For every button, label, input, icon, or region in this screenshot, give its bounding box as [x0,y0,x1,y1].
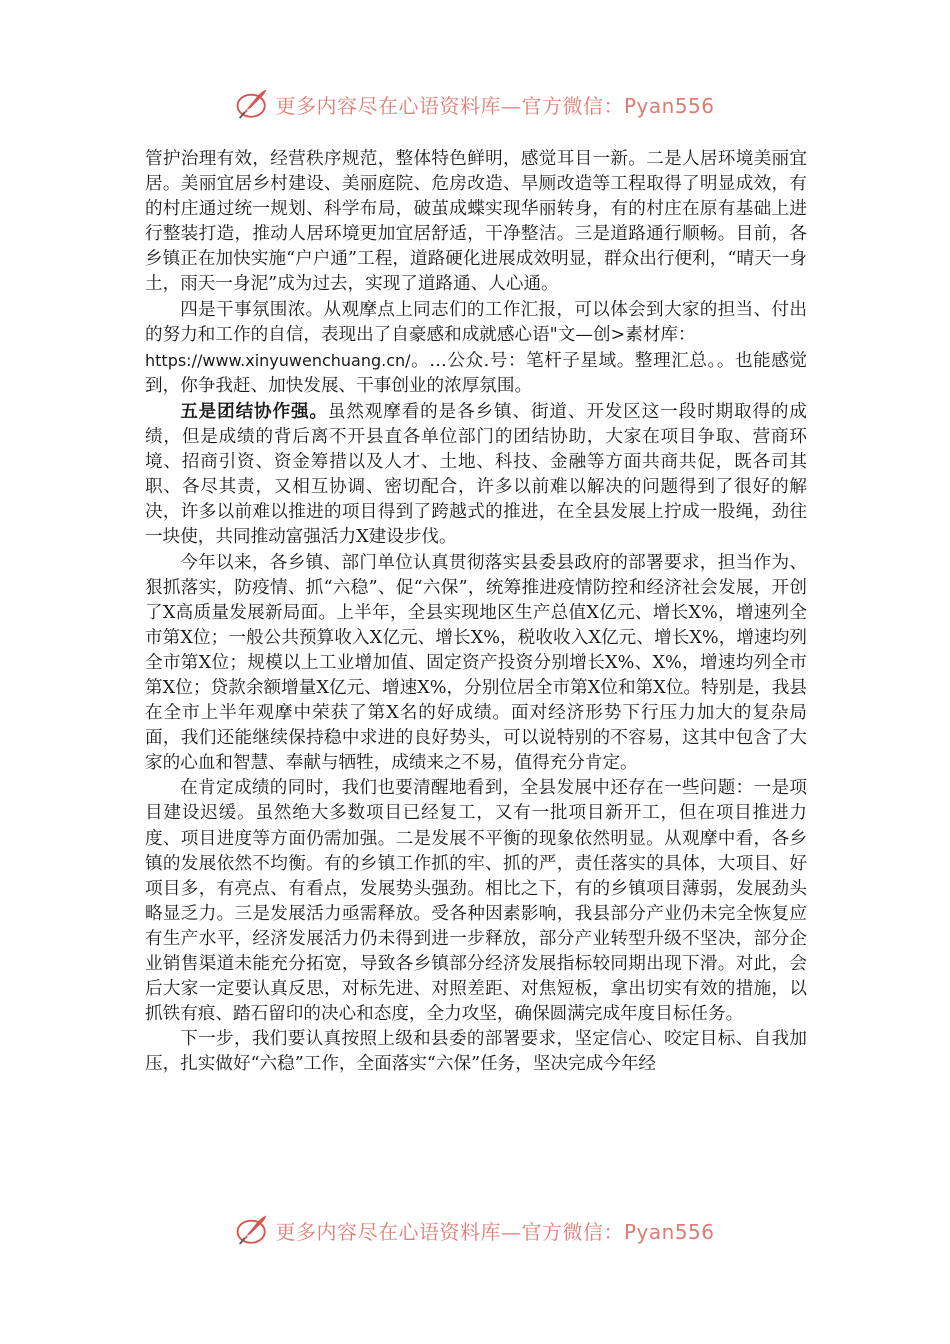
watermark-id: Pyan556 [623,1219,715,1244]
watermark-id: Pyan556 [623,93,715,118]
quill-pen-logo-icon [235,1213,269,1247]
header-watermark [0,84,950,124]
document-body [145,147,807,1077]
watermark-text: 更多内容尽在心语资料库—官方微信：Pyan556 [275,93,715,118]
paragraph-heading: 五是团结协作强。 [180,400,328,422]
footer-watermark [0,1210,950,1250]
watermark-text: 更多内容尽在心语资料库—官方微信：Pyan556 [275,1219,715,1244]
paragraph-2: 四是干事氛围浓。从观摩点上同志们的工作汇报，可以体会到大家的担当、付出的努力和工作的自信，表现出了自豪感和成就感心语"文—创>素材库： https://www.xinyuwenchuang.cn/。…公众.号：笔杆子星域。整理汇总。。也能感觉到，你争我赶、加快发展、干事创业的浓厚氛围。 [145,299,807,396]
quill-pen-logo-icon [235,87,269,121]
paragraph-1: 管护治理有效，经营秩序规范，整体特色鲜明，感觉耳目一新。二是人居环境美丽宜居。美丽宜居乡村建设、美丽庭院、危房改造、旱厕改造等工程取得了明显成效，有的村庄通过统一规划、科学布局，破茧成蝶实现华丽转身，有的村庄在原有基础上进行整装打造，推动人居环境更加宜居舒适，干净整洁。三是道路通行顺畅。目前，各乡镇正在加快实施“户户通”工程，道路硬化进展成效明显，群众出行便利，“晴天一身土，雨天一身泥”成为过去，实现了道路通、人心通。 [145,149,807,295]
paragraph-3: 五是团结协作强。虽然观摩看的是各乡镇、街道、开发区这一段时期取得的成绩，但是成绩的背后离不开县直各单位部门的团结协助，大家在项目争取、营商环境、招商引资、资金筹措以及人才、土地、科技、金融等方面共商共促，既各司其职、各尽其责，又相互协调、密切配合，许多以前难以解决的问题得到了很好的解决，许多以前难以推进的项目得到了跨越式的推进，在全县发展上拧成一股绳，劲往一块使，共同推动富强活力X建设步伐。 [145,400,807,548]
paragraph-6: 下一步，我们要认真按照上级和县委的部署要求，坚定信心、咬定目标、自我加压，扎实做好“六稳”工作，全面落实“六保”任务，坚决完成今年经 [145,1029,807,1075]
source-url-link[interactable]: https://www.xinyuwenchuang.cn/ [145,350,411,370]
paragraph-5: 在肯定成绩的同时，我们也要清醒地看到，全县发展中还存在一些问题：一是项目建设迟缓。虽然绝大多数项目已经复工，又有一批项目新开工，但在项目推进力度、项目进度等方面仍需加强。二是发展不平衡的现象依然明显。从观摩中看，各乡镇的发展依然不均衡。有的乡镇工作抓的牢、抓的严，责任落实的具体，大项目、好项目多，有亮点、有看点，发展势头强劲。相比之下，有的乡镇项目薄弱，发展劲头略显乏力。三是发展活力亟需释放。受各种因素影响，我县部分产业仍未完全恢复应有生产水平，经济发展活力仍未得到进一步释放，部分产业转型升级不坚决，部分企业销售渠道未能充分拓宽，导致各乡镇部分经济发展指标较同期出现下滑。对此，会后大家一定要认真反思，对标先进、对照差距、对焦短板，拿出切实有效的措施，以抓铁有痕、踏石留印的决心和态度，全力攻坚，确保圆满完成年度目标任务。 [145,778,807,1025]
paragraph-4: 今年以来，各乡镇、部门单位认真贯彻落实县委县政府的部署要求，担当作为、狠抓落实，防疫情、抓“六稳”、促“六保”，统筹推进疫情防控和经济社会发展，开创了X高质量发展新局面。上半年，全县实现地区生产总值X亿元、增长X%，增速列全市第X位；一般公共预算收入X亿元、增长X%，税收收入X亿元、增长X%，增速均列全市第X位；规模以上工业增加值、固定资产投资分别增长X%、X%，增速均列全市第X位；贷款余额增量X亿元、增速X%，分别位居全市第X位和第X位。特别是，我县在全市上半年观摩中荣获了第X名的好成绩。面对经济形势下行压力加大的复杂局面，我们还能继续保持稳中求进的良好势头，可以说特别的不容易，这其中包含了大家的心血和智慧、奉献与牺牲，成绩来之不易，值得充分肯定。 [145,552,807,774]
